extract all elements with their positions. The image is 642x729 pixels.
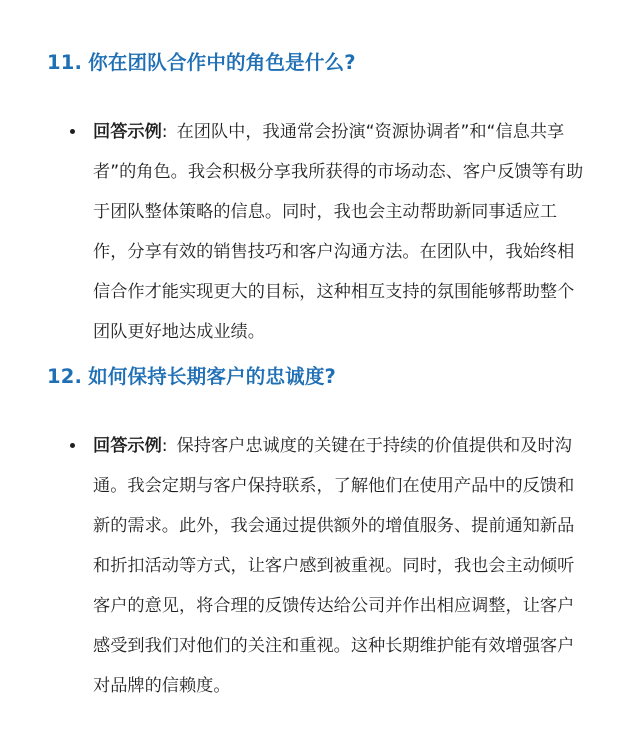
question-heading-11 bbox=[0, 48, 642, 78]
question-title: 如何保持长期客户的忠诚度? bbox=[88, 365, 337, 388]
bullet-icon bbox=[70, 443, 75, 448]
answer-label: 回答示例 bbox=[93, 436, 162, 456]
answer-separator: : bbox=[161, 122, 168, 142]
bullet-icon bbox=[70, 129, 75, 134]
answer-text: 在团队中，我通常会扮演“资源协调者”和“信息共享者”的角色。我会积极分享我所获得的市场动态、客户反馈等有助于团队整体策略的信息。同时，我也会主动帮助新同事适应工作，分享有效的销售技巧和客户沟通方法。在团队中，我始终相信合作才能实现更大的目标，这种相互支持的氛围能够帮助整个团队更好地达成业绩。 bbox=[93, 122, 584, 342]
answer-text: 保持客户忠诚度的关键在于持续的价值提供和及时沟通。我会定期与客户保持联系，了解他们在使用产品中的反馈和新的需求。此外，我会通过提供额外的增值服务、提前通知新品和折扣活动等方式，让客户感到被重视。同时，我也会主动倾听客户的意见，将合理的反馈传达给公司并作出相应调整，让客户感受到我们对他们的关注和重视。这种长期维护能有效增强客户对品牌的信赖度。 bbox=[93, 436, 575, 696]
question-heading-12 bbox=[0, 362, 642, 392]
question-title: 你在团队合作中的角色是什么? bbox=[88, 51, 356, 74]
answer-list-item bbox=[0, 426, 585, 706]
question-number: 11. bbox=[47, 51, 83, 74]
question-section-11 bbox=[0, 48, 642, 352]
answer-separator: : bbox=[161, 436, 168, 456]
question-section-12 bbox=[0, 362, 642, 706]
question-number: 12. bbox=[47, 365, 83, 388]
answer-list-item bbox=[0, 112, 585, 352]
answer-label: 回答示例 bbox=[93, 122, 162, 142]
